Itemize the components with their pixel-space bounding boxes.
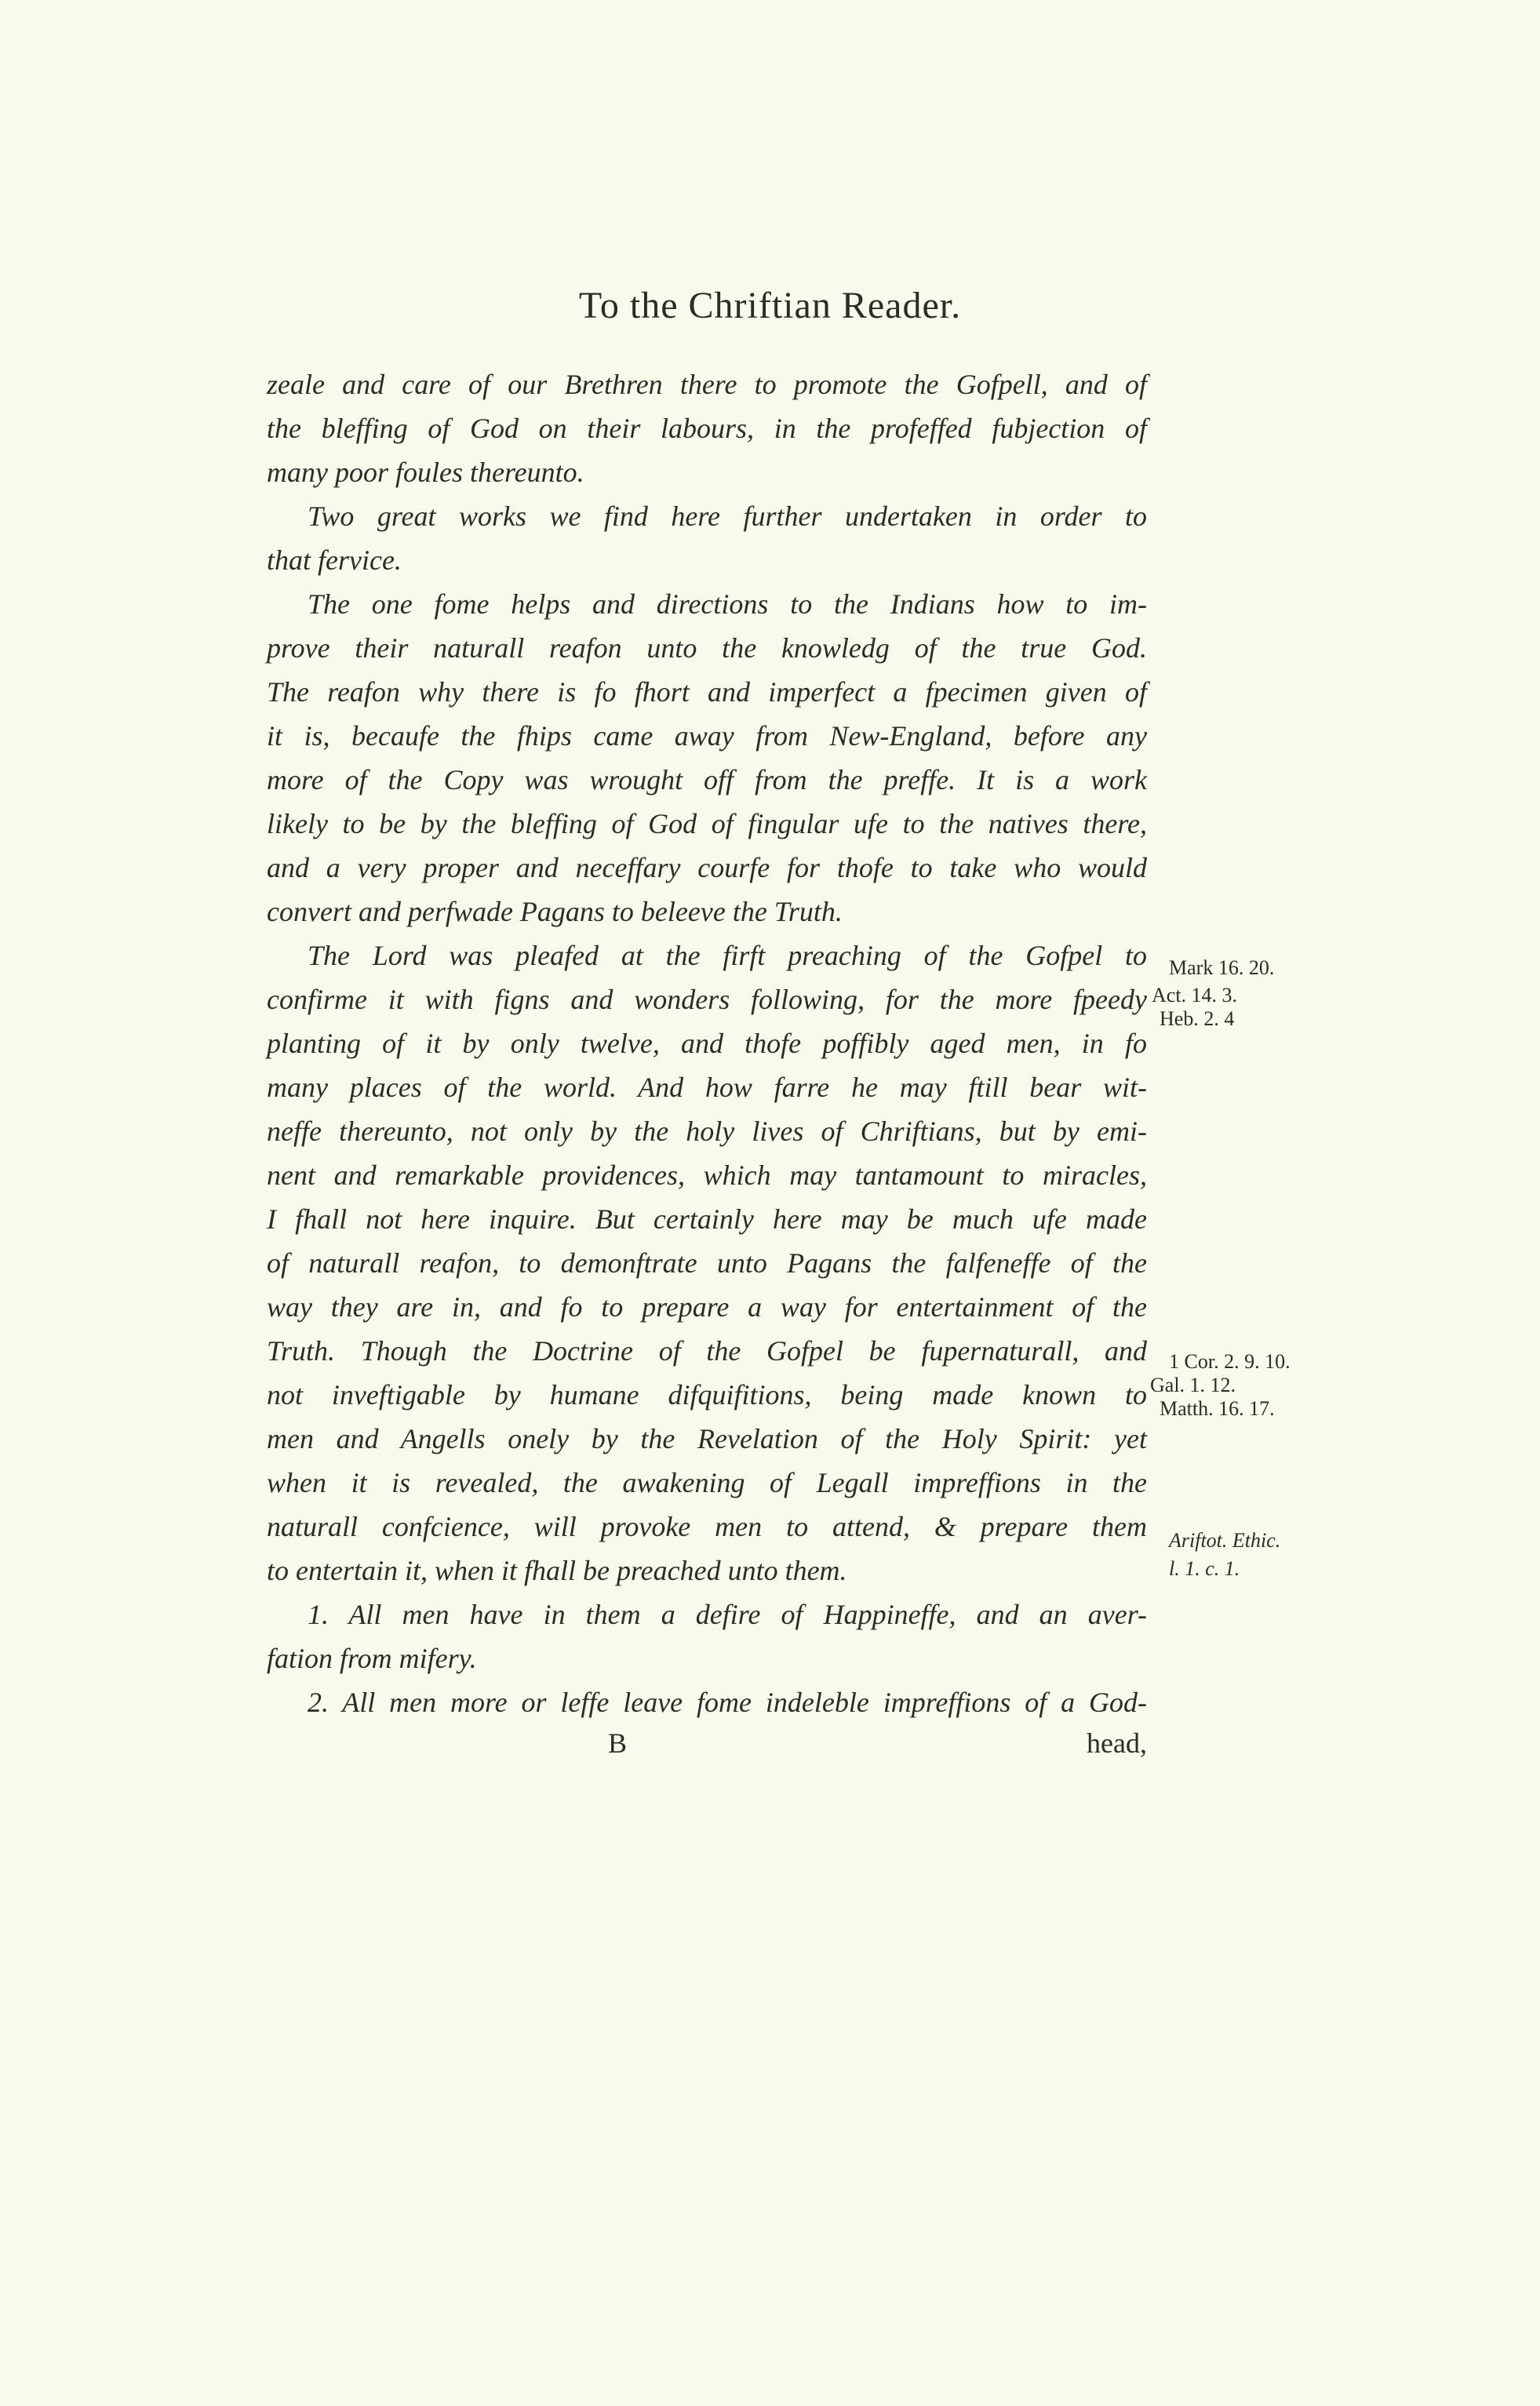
text-line: planting of it by only twelve, and thofe poffibly aged men, in fo <box>267 1028 1147 1059</box>
margin-note: Matth. 16. 17. <box>1160 1397 1275 1420</box>
text-line: not inveftigable by humane difquifitions, being made known to <box>267 1379 1147 1410</box>
text-line: the bleffing of God on their labours, in the profeffed fubjection of <box>267 413 1147 444</box>
text-line: it is, becaufe the fhips came away from New-England, before any <box>267 720 1147 752</box>
text-line: prove their naturall reafon unto the knowledg of the true God. <box>267 632 1147 664</box>
text-line: many poor foules thereunto. <box>267 457 584 488</box>
margin-note: Gal. 1. 12. <box>1150 1374 1236 1396</box>
text-line: way they are in, and fo to prepare a way for entertainment of the <box>267 1291 1147 1323</box>
text-line: 1. All men have in them a defire of Happineffe, and an aver- <box>308 1599 1147 1630</box>
text-line: to entertain it, when it fhall be preached unto them. <box>267 1555 847 1586</box>
text-line: zeale and care of our Brethren there to promote the Gofpell, and of <box>267 369 1147 400</box>
catchword: head, <box>1087 1727 1147 1759</box>
text-line: confirme it with figns and wonders following, for the more fpeedy <box>267 984 1147 1015</box>
margin-note: 1 Cor. 2. 9. 10. <box>1169 1350 1291 1373</box>
text-line: The one fome helps and directions to the Indians how to im- <box>308 588 1147 620</box>
margin-note: Act. 14. 3. <box>1152 984 1238 1006</box>
margin-note: Ariftot. Ethic. <box>1169 1529 1281 1552</box>
text-line: Two great works we find here further undertaken in order to <box>308 500 1147 532</box>
text-line: 2. All men more or leffe leave fome indeleble impreffions of a God- <box>308 1687 1147 1718</box>
text-line: and a very proper and neceffary courfe for thofe to take who would <box>267 852 1147 883</box>
text-line: more of the Copy was wrought off from the preffe. It is a work <box>267 764 1147 795</box>
margin-note: Heb. 2. 4 <box>1160 1007 1235 1030</box>
text-line: The reafon why there is fo fhort and imperfect a fpecimen given of <box>267 676 1147 708</box>
text-line: many places of the world. And how farre he may ftill bear wit- <box>267 1072 1147 1103</box>
text-line: convert and perfwade Pagans to beleeve the Truth. <box>267 896 843 927</box>
page-title: To the Chriftian Reader. <box>578 285 962 326</box>
signature-mark: B <box>608 1727 628 1759</box>
text-line: that fervice. <box>267 544 402 576</box>
text-line: when it is revealed, the awakening of Legall impreffions in the <box>267 1467 1147 1498</box>
text-line: naturall confcience, will provoke men to attend, & prepare them <box>267 1511 1147 1542</box>
text-line: neffe thereunto, not only by the holy lives of Chriftians, but by emi- <box>267 1116 1147 1147</box>
text-line: Truth. Though the Doctrine of the Gofpel be fupernaturall, and <box>267 1335 1147 1367</box>
margin-note: Mark 16. 20. <box>1169 956 1275 979</box>
text-line: of naturall reafon, to demonftrate unto Pagans the falfeneffe of the <box>267 1247 1147 1279</box>
margin-note: l. 1. c. 1. <box>1169 1557 1240 1580</box>
text-line: men and Angells onely by the Revelation of the Holy Spirit: yet <box>267 1423 1147 1454</box>
text-line: The Lord was pleafed at the firft preaching of the Gofpel to <box>308 940 1147 971</box>
text-line: I fhall not here inquire. But certainly here may be much ufe made <box>267 1203 1147 1235</box>
text-line: fation from mifery. <box>267 1643 477 1674</box>
text-line: likely to be by the bleffing of God of fingular ufe to the natives there, <box>267 808 1147 839</box>
text-line: nent and remarkable providences, which may tantamount to miracles, <box>267 1159 1147 1191</box>
